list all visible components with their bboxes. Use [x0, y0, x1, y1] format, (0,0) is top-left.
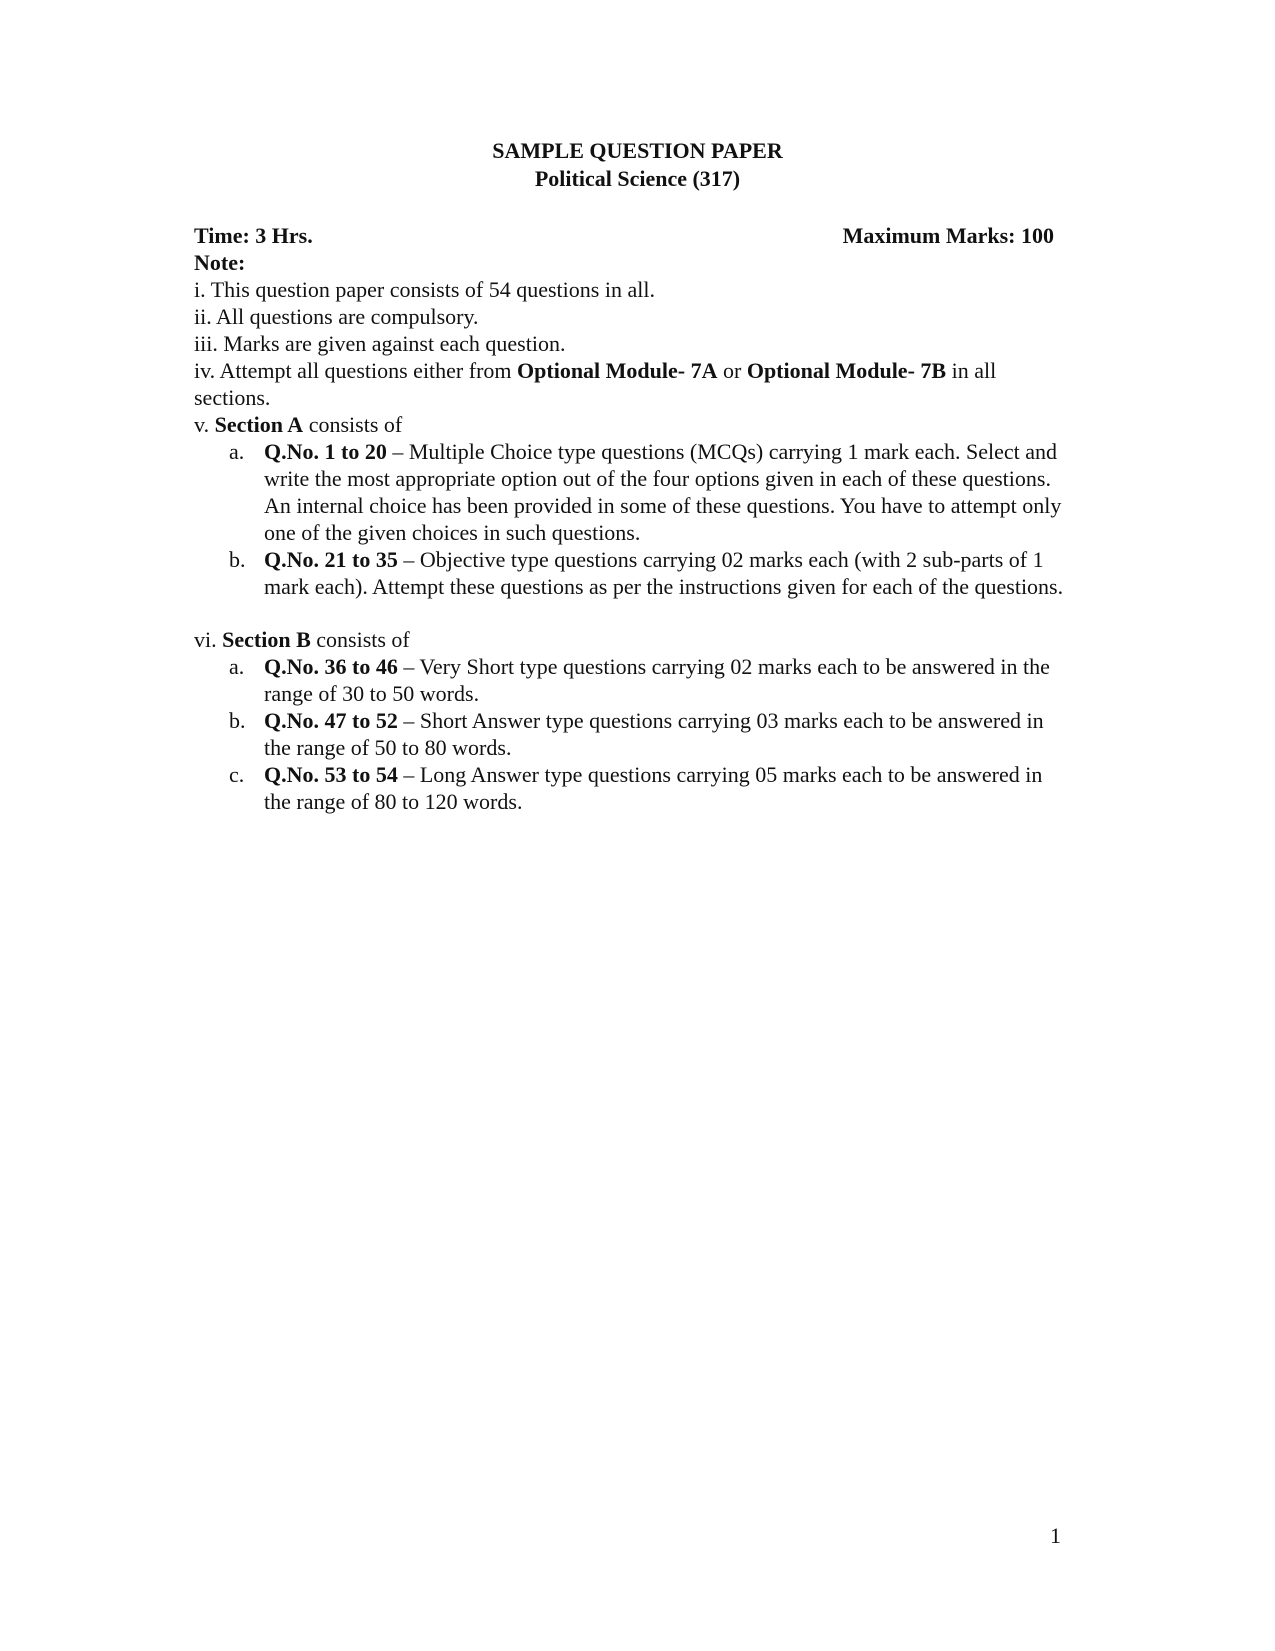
section-b-suffix: consists of [310, 627, 410, 652]
list-marker: c. [229, 762, 245, 787]
list-marker: b. [229, 708, 246, 733]
section-b-item-b [194, 707, 1074, 761]
max-marks-label: Maximum Marks: 100 [842, 223, 1054, 248]
question-range: Q.No. 21 to 35 [264, 547, 398, 572]
paper-title: SAMPLE QUESTION PAPER [492, 138, 783, 163]
instruction-iv-text-2: or [717, 358, 747, 383]
list-marker: a. [229, 439, 245, 464]
section-a-heading [194, 411, 1074, 438]
page-number: 1 [1050, 1523, 1061, 1548]
note-label: Note: [194, 250, 246, 275]
paper-subtitle: Political Science (317) [534, 166, 741, 191]
section-a-prefix: v. [194, 412, 215, 437]
list-marker: a. [229, 654, 245, 679]
spacer [194, 600, 1074, 626]
instruction-iv-text-3: in all sections. [194, 358, 997, 410]
item-text: – Objective type questions carrying 02 marks each (with 2 sub-parts of 1 mark each). Attempt these questions as per the instructions given for each of the questions. [264, 547, 1064, 599]
instruction-ii: ii. All questions are compulsory. [194, 304, 479, 329]
item-text: – Very Short type questions carrying 02 marks each to be answered in the range of 30 to 50 words. [264, 654, 1050, 706]
section-b-label: Section B [222, 627, 311, 652]
section-a-suffix: consists of [303, 412, 403, 437]
instruction-iii: iii. Marks are given against each question. [194, 331, 566, 356]
time-label: Time: 3 Hrs. [194, 223, 313, 248]
optional-module-7b: Optional Module- 7B [746, 358, 947, 383]
section-a-label: Section A [214, 412, 304, 437]
list-marker: b. [229, 547, 246, 572]
item-text: – Multiple Choice type questions (MCQs) carrying 1 mark each. Select and write the most appropriate option out of the four options given in each of these questions. An internal choice has been provided in some of these questions. You have to attempt only one of the given choices in such questions. [264, 439, 1062, 545]
section-b-prefix: vi. [194, 627, 223, 652]
instruction-i: i. This question paper consists of 54 questions in all. [194, 277, 655, 302]
section-a-item-a [194, 438, 1074, 546]
instruction-iv-text-1: iv. Attempt all questions either from [194, 358, 518, 383]
question-range: Q.No. 53 to 54 [264, 762, 398, 787]
instructions [194, 249, 1074, 815]
optional-module-7a: Optional Module- 7A [517, 358, 718, 383]
instruction-iv [194, 357, 1074, 411]
title-block [0, 137, 1275, 193]
item-text: – Long Answer type questions carrying 05 marks each to be answered in the range of 80 to 120 words. [264, 762, 1043, 814]
time-marks-row [194, 222, 1054, 249]
question-range: Q.No. 36 to 46 [264, 654, 398, 679]
question-range: Q.No. 1 to 20 [264, 439, 387, 464]
section-a-list [194, 438, 1074, 600]
item-text: – Short Answer type questions carrying 03 marks each to be answered in the range of 50 to 80 words. [264, 708, 1044, 760]
section-b-item-a [194, 653, 1074, 707]
question-range: Q.No. 47 to 52 [264, 708, 398, 733]
section-b-list [194, 653, 1074, 815]
section-a-item-b [194, 546, 1074, 600]
section-b-heading [194, 626, 1074, 653]
section-b-item-c [194, 761, 1074, 815]
